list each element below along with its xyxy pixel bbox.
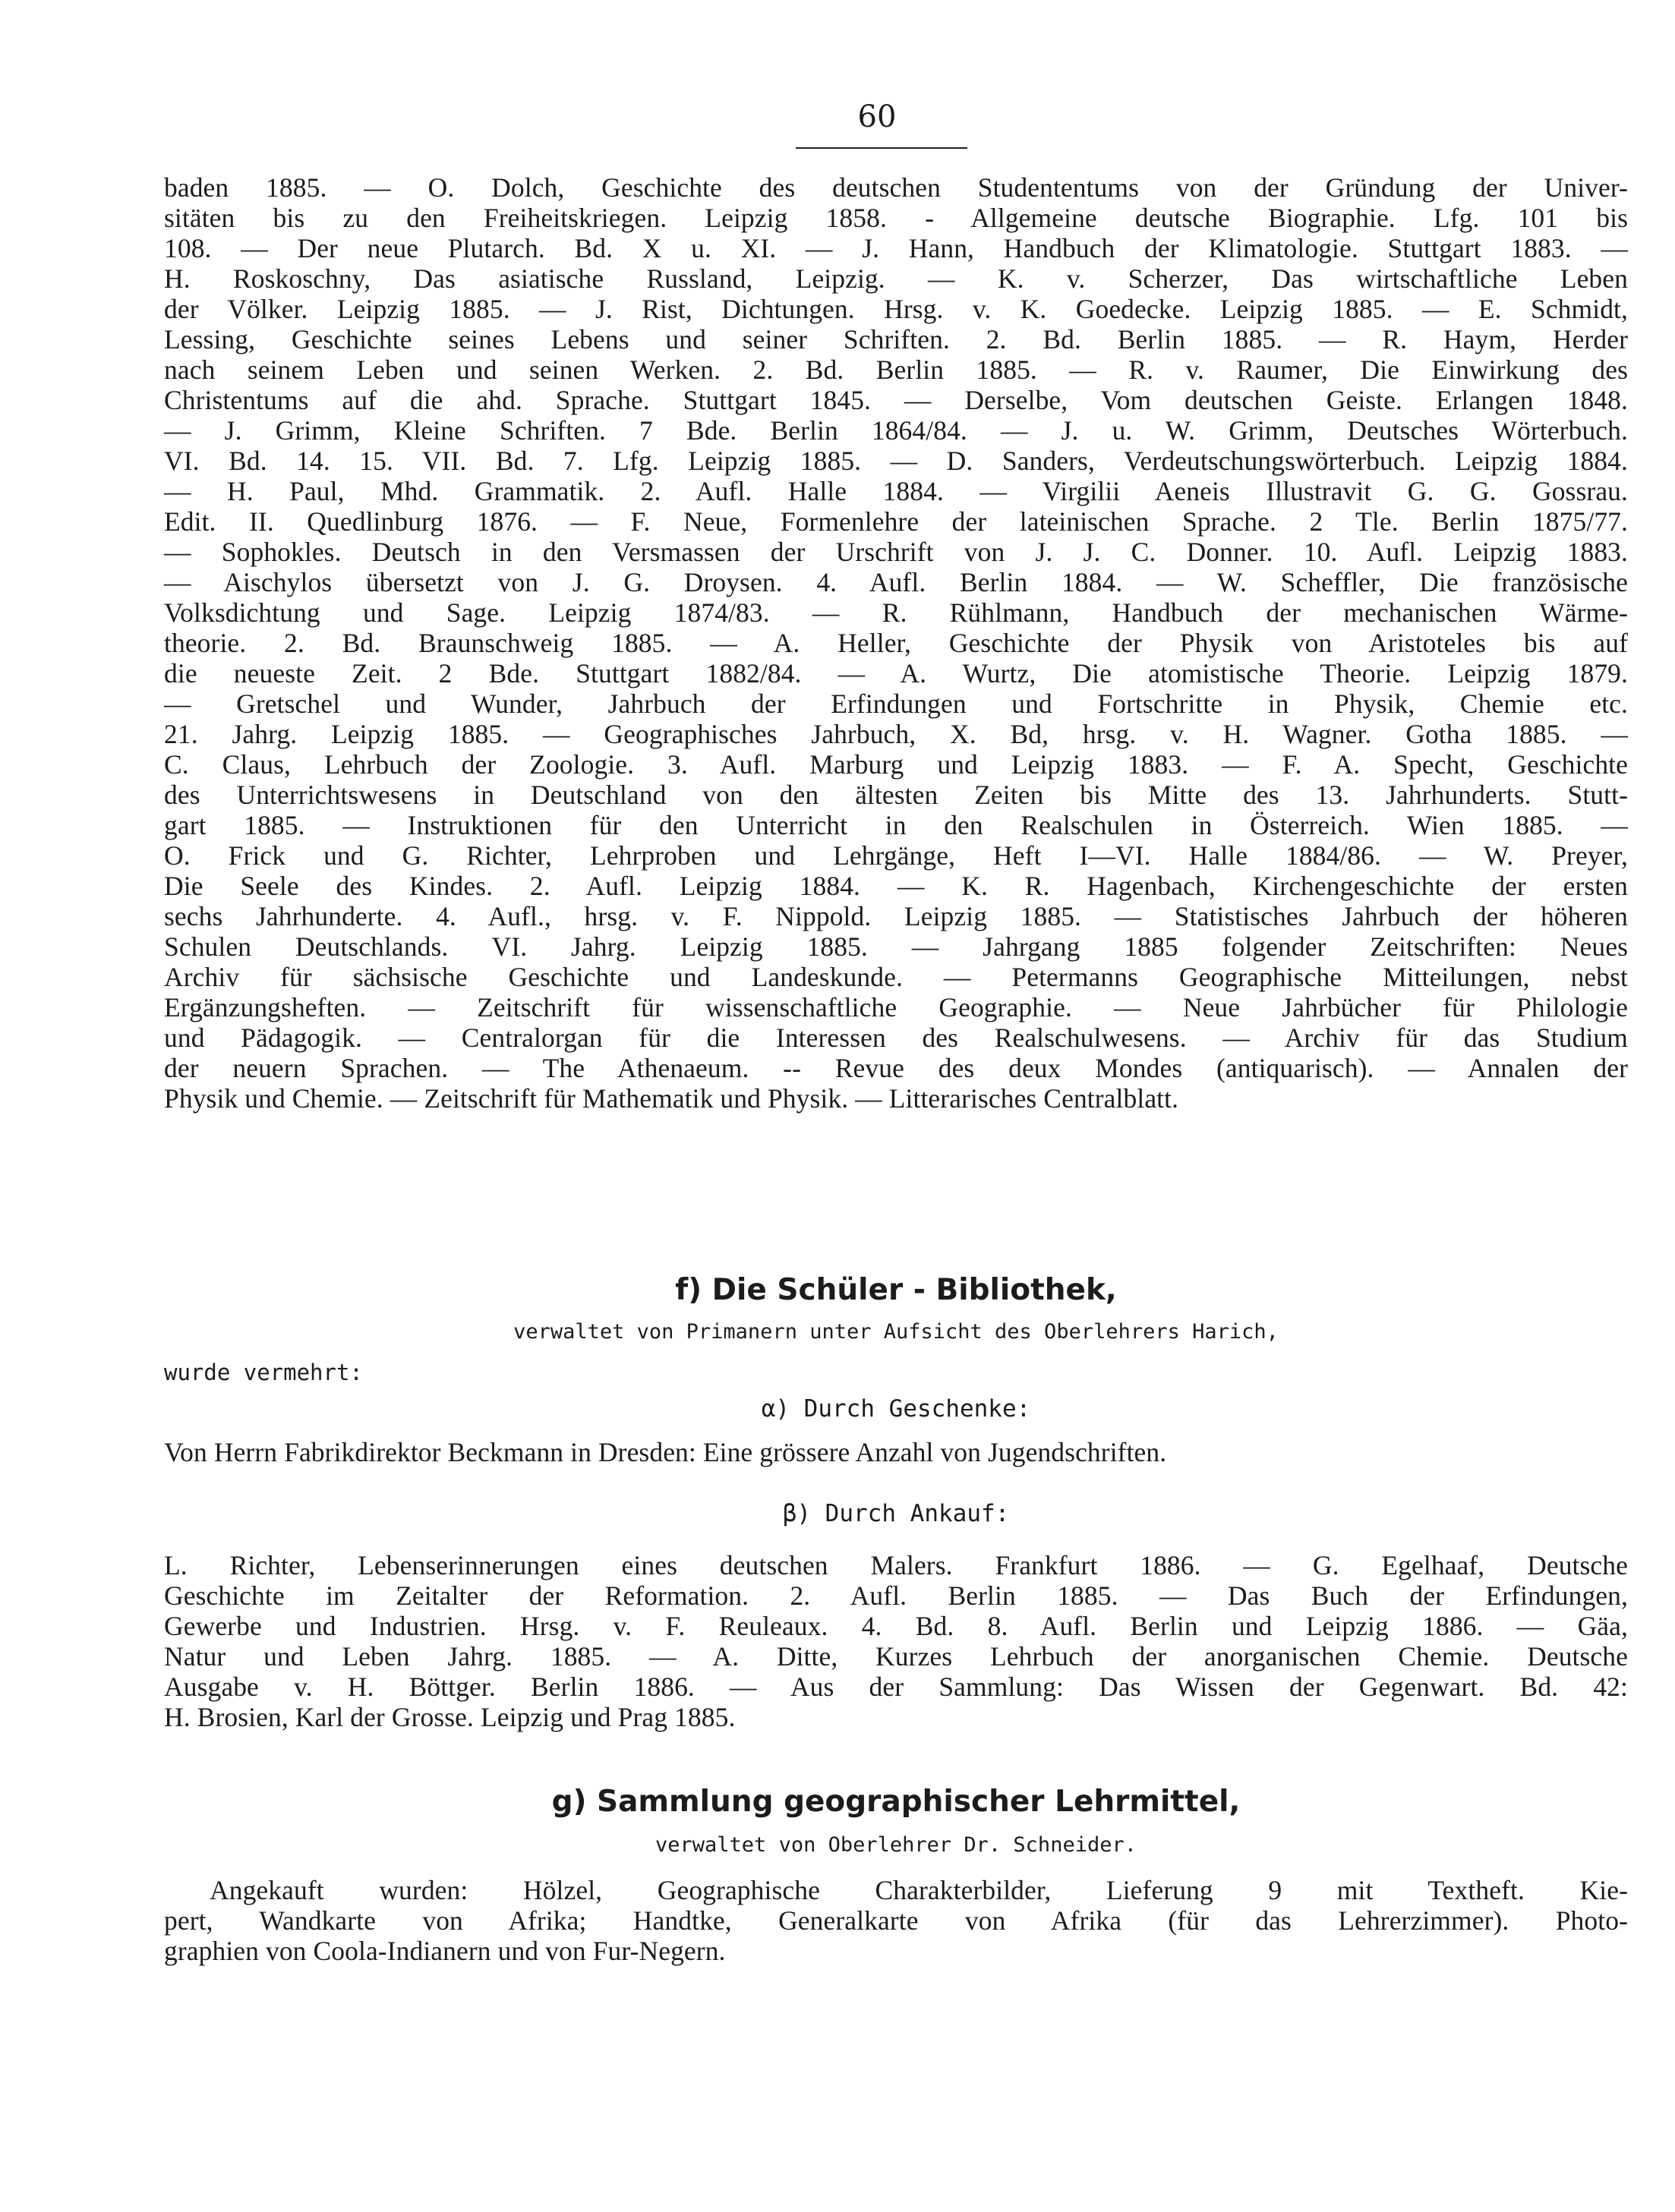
text-line: gart 1885. — Instruktionen für den Unterricht in den Realschulen in Österreich. Wien 1885. — xyxy=(164,810,1628,840)
text-line: Volksdichtung und Sage. Leipzig 1874/83. — R. Rühlmann, Handbuch der mechanischen Wärme- xyxy=(164,597,1628,628)
text-line: Von Herrn Fabrikdirektor Beckmann in Dresden: Eine grössere Anzahl von Jugendschriften. xyxy=(164,1437,1167,1467)
text-line: Archiv für sächsische Geschichte und Landeskunde. — Petermanns Geographische Mitteilungen, nebst xyxy=(164,962,1628,992)
subheading-durch-ankauf: β) Durch Ankauf: xyxy=(782,1500,1010,1527)
text-line: des Unterrichtswesens in Deutschland von den ältesten Zeiten bis Mitte des 13. Jahrhunderts. Stutt- xyxy=(164,780,1628,810)
text-line: Angekauft wurden: Hölzel, Geographische Charakterbilder, Lieferung 9 mit Textheft. Kie- xyxy=(210,1875,1628,1905)
text-line: Physik und Chemie. — Zeitschrift für Mathematik und Physik. — Litterarisches Centralblatt. xyxy=(164,1083,1179,1114)
text-line: theorie. 2. Bd. Braunschweig 1885. — A. Heller, Geschichte der Physik von Aristoteles bis auf xyxy=(164,628,1628,658)
text-line: die neueste Zeit. 2 Bde. Stuttgart 1882/84. — A. Wurtz, Die atomistische Theorie. Leipzig 1879. xyxy=(164,658,1628,688)
text-line: — J. Grimm, Kleine Schriften. 7 Bde. Berlin 1864/84. — J. u. W. Grimm, Deutsches Wörterbuch. xyxy=(164,415,1628,446)
text-line: Edit. II. Quedlinburg 1876. — F. Neue, Formenlehre der lateinischen Sprache. 2 Tle. Berlin 1875/77. xyxy=(164,506,1628,537)
purchase-text xyxy=(164,1550,1628,1732)
section-heading-geographische-lehrmittel: g) Sammlung geographischer Lehrmittel, xyxy=(551,1785,1241,1819)
text-line: pert, Wandkarte von Afrika; Handtke, Generalkarte von Afrika (für das Lehrerzimmer). Photo- xyxy=(164,1905,1628,1936)
text-line: 108. — Der neue Plutarch. Bd. X u. XI. — J. Hann, Handbuch der Klimatologie. Stuttgart 1883. — xyxy=(164,233,1628,263)
text-line: Ergänzungsheften. — Zeitschrift für wissenschaftliche Geographie. — Neue Jahrbücher für Philologie xyxy=(164,992,1628,1022)
schueler-bibliothek-administration: verwaltet von Primanern unter Aufsicht des Oberlehrers Harich, xyxy=(513,1320,1279,1344)
text-line: Lessing, Geschichte seines Lebens und seiner Schriften. 2. Bd. Berlin 1885. — R. Haym, Herder xyxy=(164,324,1628,354)
text-line: L. Richter, Lebenserinnerungen eines deutschen Malers. Frankfurt 1886. — G. Egelhaaf, Deutsche xyxy=(164,1550,1628,1580)
text-line: sitäten bis zu den Freiheitskriegen. Leipzig 1858. - Allgemeine deutsche Biographie. Lfg. 101 bis xyxy=(164,203,1628,233)
text-line: nach seinem Leben und seinen Werken. 2. Bd. Berlin 1885. — R. v. Raumer, Die Einwirkung des xyxy=(164,354,1628,385)
text-line: — Gretschel und Wunder, Jahrbuch der Erfindungen und Fortschritte in Physik, Chemie etc. xyxy=(164,688,1628,719)
text-line: Die Seele des Kindes. 2. Aufl. Leipzig 1884. — K. R. Hagenbach, Kirchengeschichte der ersten xyxy=(164,871,1628,901)
text-line: H. Brosien, Karl der Grosse. Leipzig und Prag 1885. xyxy=(164,1702,736,1732)
text-line: H. Roskoschny, Das asiatische Russland, Leipzig. — K. v. Scherzer, Das wirtschaftliche Leben xyxy=(164,263,1628,294)
text-line: 21. Jahrg. Leipzig 1885. — Geographisches Jahrbuch, X. Bd, hrsg. v. H. Wagner. Gotha 1885. — xyxy=(164,719,1628,749)
text-line: — Sophokles. Deutsch in den Versmassen der Urschrift von J. J. C. Donner. 10. Aufl. Leipzig 1883. xyxy=(164,537,1628,567)
text-line: — H. Paul, Mhd. Grammatik. 2. Aufl. Halle 1884. — Virgilii Aeneis Illustravit G. G. Gossrau. xyxy=(164,476,1628,506)
text-line: O. Frick und G. Richter, Lehrproben und Lehrgänge, Heft I—VI. Halle 1884/86. — W. Preyer, xyxy=(164,840,1628,871)
gifts-text xyxy=(164,1437,1628,1467)
text-line: Geschichte im Zeitalter der Reformation. 2. Aufl. Berlin 1885. — Das Buch der Erfindungen, xyxy=(164,1580,1628,1611)
text-line: der neuern Sprachen. — The Athenaeum. -- Revue des deux Mondes (antiquarisch). — Annalen der xyxy=(164,1053,1628,1083)
text-line: und Pädagogik. — Centralorgan für die Interessen des Realschulwesens. — Archiv für das Studium xyxy=(164,1022,1628,1053)
page-number-rule xyxy=(796,147,967,149)
section-heading-schueler-bibliothek: f) Die Schüler - Bibliothek, xyxy=(675,1273,1117,1307)
geographische-lehrmittel-administration: verwaltet von Oberlehrer Dr. Schneider. xyxy=(655,1833,1137,1857)
text-line: baden 1885. — O. Dolch, Geschichte des deutschen Studententums von der Gründung der Univer- xyxy=(164,172,1628,203)
text-line: Christentums auf die ahd. Sprache. Stuttgart 1845. — Derselbe, Vom deutschen Geiste. Erlangen 1848. xyxy=(164,385,1628,415)
schueler-bibliothek-intro: wurde vermehrt: xyxy=(164,1360,363,1385)
subheading-durch-geschenke: α) Durch Geschenke: xyxy=(761,1395,1031,1423)
bibliography-text xyxy=(164,172,1628,1114)
text-line: graphien von Coola-Indianern und von Fur-Negern. xyxy=(164,1936,726,1966)
text-line: Gewerbe und Industrien. Hrsg. v. F. Reuleaux. 4. Bd. 8. Aufl. Berlin und Leipzig 1886. — Gäa, xyxy=(164,1611,1628,1641)
text-line: sechs Jahrhunderte. 4. Aufl., hrsg. v. F. Nippold. Leipzig 1885. — Statistisches Jahrbuch der höheren xyxy=(164,901,1628,931)
text-line: VI. Bd. 14. 15. VII. Bd. 7. Lfg. Leipzig 1885. — D. Sanders, Verdeutschungswörterbuch. Leipzig 1884. xyxy=(164,446,1628,476)
geographische-lehrmittel-text xyxy=(164,1875,1628,1966)
page-number: 60 xyxy=(857,99,897,134)
text-line: C. Claus, Lehrbuch der Zoologie. 3. Aufl. Marburg und Leipzig 1883. — F. A. Specht, Geschichte xyxy=(164,749,1628,780)
text-line: — Aischylos übersetzt von J. G. Droysen. 4. Aufl. Berlin 1884. — W. Scheffler, Die französische xyxy=(164,567,1628,597)
text-line: der Völker. Leipzig 1885. — J. Rist, Dichtungen. Hrsg. v. K. Goedecke. Leipzig 1885. — E. Schmidt, xyxy=(164,294,1628,324)
text-line: Natur und Leben Jahrg. 1885. — A. Ditte, Kurzes Lehrbuch der anorganischen Chemie. Deutsche xyxy=(164,1641,1628,1672)
text-line: Schulen Deutschlands. VI. Jahrg. Leipzig 1885. — Jahrgang 1885 folgender Zeitschriften: Neues xyxy=(164,931,1628,962)
text-line: Ausgabe v. H. Böttger. Berlin 1886. — Aus der Sammlung: Das Wissen der Gegenwart. Bd. 42: xyxy=(164,1672,1628,1702)
